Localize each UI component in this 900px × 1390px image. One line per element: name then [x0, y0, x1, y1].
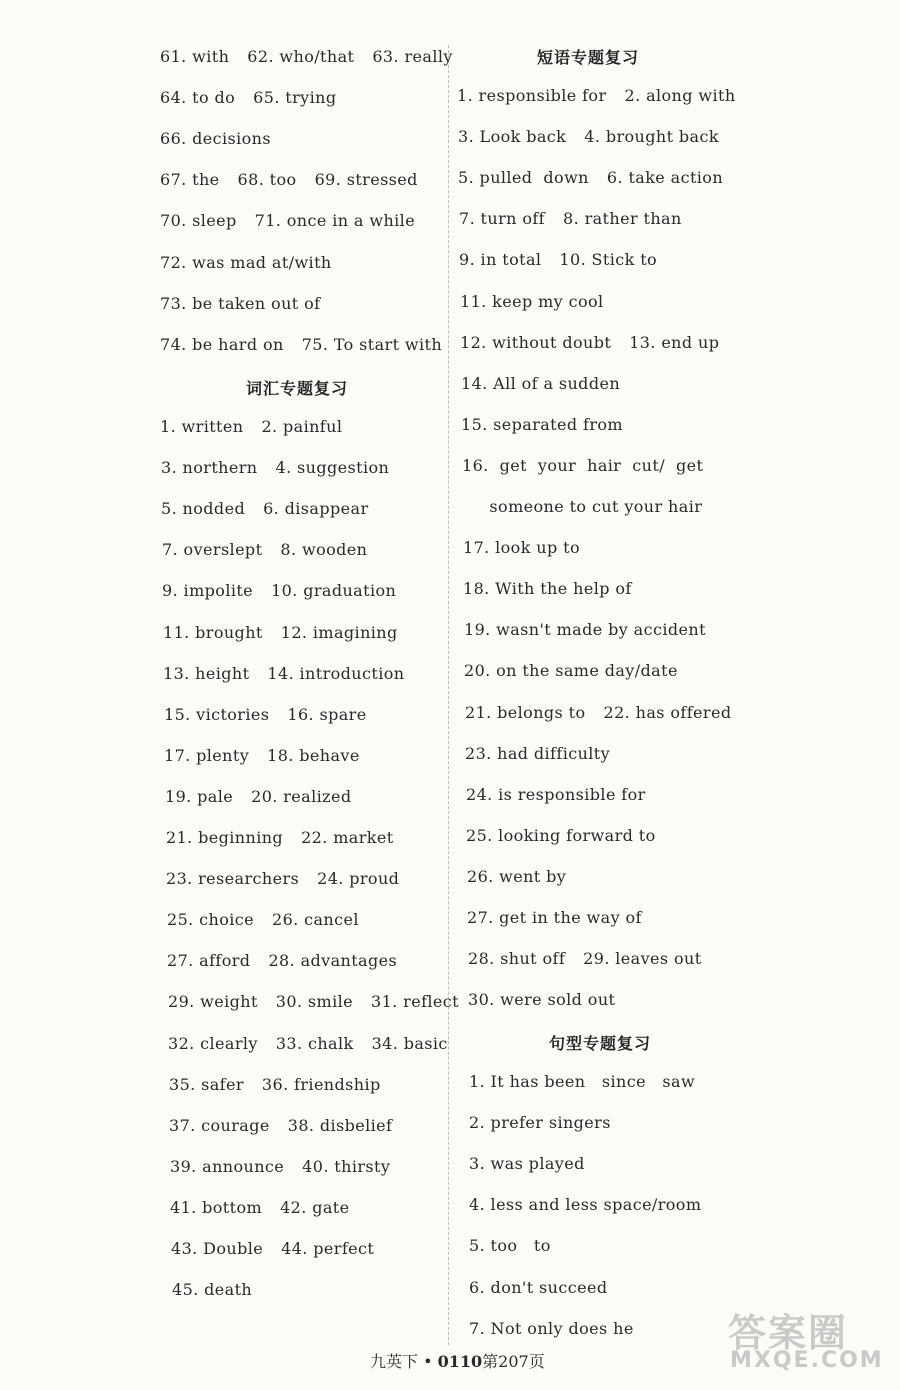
footer-prefix: 九英下 • [370, 1352, 438, 1371]
answer-line [465, 744, 628, 763]
answer-line [467, 867, 584, 886]
answer-item: 69. stressed [314, 170, 418, 190]
answer-item: 24. is responsible for [466, 784, 646, 804]
answer-item: 45. death [172, 1280, 253, 1300]
answer-line [463, 538, 598, 557]
answer-line [166, 869, 417, 888]
answer-line [463, 579, 650, 598]
answer-item: 23. had difficulty [465, 743, 611, 763]
answer-item: 73. be taken out of [160, 293, 321, 313]
answer-line [168, 1034, 466, 1053]
section-heading: 句型专题复习 [549, 1034, 652, 1053]
answer-item: 13. height [163, 663, 250, 683]
answer-line [457, 86, 754, 105]
answer-item: 21. belongs to [465, 702, 586, 722]
answer-item: 62. who/that [247, 47, 355, 66]
answer-item: 11. keep my cool [460, 291, 604, 311]
answer-item: 14. All of a sudden [461, 373, 621, 393]
answer-line [469, 1113, 629, 1132]
answer-line [167, 951, 415, 970]
answer-item: 72. was mad at/with [160, 252, 332, 272]
answer-item: 39. announce [170, 1156, 285, 1176]
answer-line [160, 47, 471, 66]
answer-line [458, 168, 741, 187]
answer-line [169, 1116, 410, 1135]
answer-item: 16. spare [287, 704, 367, 724]
answer-item: 20. realized [251, 786, 352, 806]
watermark-url: MXQE.COM [730, 1348, 884, 1373]
answer-line [168, 992, 477, 1011]
answer-line [162, 581, 414, 600]
watermark-text: 答案圈 [728, 1311, 849, 1355]
answer-item: 1. It has been since saw [469, 1072, 696, 1091]
answer-line [467, 908, 660, 927]
answer-line [460, 333, 737, 352]
answer-line [166, 828, 412, 847]
answer-line [171, 1239, 392, 1258]
answer-item: 41. bottom [170, 1197, 263, 1217]
answer-line [469, 1319, 652, 1338]
answer-item: 4. suggestion [275, 458, 390, 478]
answer-line [468, 990, 633, 1009]
answer-item: 6. don't succeed [469, 1277, 608, 1297]
answer-item: 22. has offered [603, 702, 732, 722]
answer-line [164, 705, 385, 724]
answer-item: 12. without doubt [460, 332, 612, 352]
answer-item: 35. safer [169, 1074, 244, 1094]
answer-item: 43. Double [171, 1239, 264, 1258]
answer-item: 6. take action [606, 168, 724, 188]
page-footer [370, 1349, 545, 1372]
answer-item: 3. was played [469, 1154, 585, 1174]
answer-item: 67. the [160, 170, 220, 190]
answer-item: 61. with [160, 47, 230, 66]
answer-item: 71. once in a while [254, 211, 416, 231]
answer-item: 5. pulled down [458, 168, 589, 188]
answer-item: 34. basic [371, 1033, 448, 1053]
answer-item: 7. overslept [162, 540, 263, 560]
section-heading: 短语专题复习 [537, 48, 640, 67]
answer-line [160, 88, 354, 107]
answer-item: 21. beginning [166, 828, 284, 847]
answer-item: 22. market [301, 828, 394, 847]
answer-item: 23. researchers [166, 869, 300, 889]
answer-item: 30. were sold out [468, 990, 616, 1010]
answer-item: 17. look up to [463, 538, 580, 558]
answer-item: 63. really [372, 47, 453, 66]
answer-line [161, 458, 407, 477]
answer-item: 24. proud [317, 869, 400, 889]
answer-item: 14. introduction [267, 663, 405, 683]
answer-item: 31. reflect [371, 992, 459, 1012]
answer-line [167, 910, 377, 929]
answer-line [469, 1195, 719, 1214]
answer-item: 29. leaves out [583, 949, 702, 969]
answer-line [165, 787, 369, 806]
answer-item: 17. plenty [164, 745, 250, 765]
answer-item: 3. northern [161, 458, 258, 478]
answer-item: 5. nodded [161, 499, 246, 519]
answer-item: 16. get your hair cut/ get [462, 455, 704, 475]
answer-item: 13. end up [629, 332, 720, 352]
answer-line [170, 1198, 368, 1217]
answer-line [172, 1280, 270, 1299]
answer-item: 2. painful [261, 417, 343, 436]
answer-line [160, 211, 433, 230]
footer-page: 第207页 [482, 1352, 545, 1371]
answer-item: 10. Stick to [559, 250, 658, 270]
answer-line [160, 170, 436, 189]
answer-item: 12. imagining [280, 622, 398, 642]
answer-line [465, 703, 749, 722]
answer-line [169, 1075, 399, 1094]
answer-item: 10. graduation [271, 581, 397, 601]
answer-line [461, 415, 641, 434]
answer-line [469, 1072, 713, 1091]
answer-item: 20. on the same day/date [464, 661, 678, 681]
answer-line [464, 661, 696, 680]
answer-item: 8. rather than [563, 209, 682, 229]
answer-line [162, 540, 385, 559]
answer-line [469, 1154, 603, 1173]
answer-item: 27. afford [167, 951, 251, 971]
answer-line [461, 374, 638, 393]
answer-item: 44. perfect [281, 1239, 375, 1258]
answer-line [462, 456, 721, 475]
answer-item: 74. be hard on [160, 334, 284, 354]
answer-item: 75. To start with [301, 334, 443, 354]
answer-line [161, 499, 387, 518]
answer-line [468, 949, 720, 968]
answer-item: 7. Not only does he [469, 1318, 634, 1338]
answer-item: 26. cancel [271, 910, 359, 930]
answer-item: 38. disbelief [287, 1115, 393, 1135]
footer-code: 0110 [437, 1352, 483, 1371]
answer-item: 4. less and less space/room [469, 1195, 702, 1215]
answer-item: 25. choice [167, 910, 254, 930]
answer-item: 9. in total [459, 250, 542, 270]
answer-item: 64. to do [160, 88, 236, 108]
answer-item: 18. behave [267, 745, 360, 765]
answer-line [469, 1278, 625, 1297]
answer-item: 27. get in the way of [467, 908, 642, 927]
answer-line [462, 497, 720, 516]
answer-item: 65. trying [253, 88, 337, 108]
answer-item: 28. shut off [468, 949, 566, 969]
answer-item: 40. thirsty [302, 1156, 391, 1176]
answer-item: 5. too to [469, 1236, 551, 1256]
answer-item: 19. wasn't made by accident [464, 620, 706, 640]
answer-item: 26. went by [467, 866, 567, 886]
answer-item: 15. victories [164, 704, 270, 724]
answer-item: 30. smile [275, 992, 354, 1012]
answer-line [163, 623, 416, 642]
answer-item: 11. brought [163, 622, 263, 642]
answer-item: 66. decisions [160, 129, 271, 149]
answer-line [163, 664, 422, 683]
answer-item: 28. advantages [268, 951, 398, 971]
answer-line [459, 209, 700, 228]
answer-item: 6. disappear [263, 499, 369, 519]
answer-item: 42. gate [280, 1197, 350, 1217]
answer-line [160, 253, 350, 272]
answer-item: 29. weight [168, 992, 258, 1012]
answer-item: 36. friendship [261, 1074, 381, 1094]
answer-line [160, 129, 289, 148]
section-heading: 词汇专题复习 [246, 379, 349, 398]
answer-item: 33. chalk [275, 1033, 354, 1053]
answer-item: 7. turn off [459, 209, 546, 229]
answer-item: 18. With the help of [463, 579, 632, 599]
answer-line [460, 292, 622, 311]
answer-line [466, 826, 674, 845]
answer-item: 9. impolite [162, 581, 254, 601]
answer-item: 8. wooden [280, 540, 368, 560]
answer-item: 2. prefer singers [469, 1113, 611, 1133]
answer-line [469, 1236, 569, 1255]
answer-item: 4. brought back [584, 127, 719, 147]
answer-item: someone to cut your hair [462, 497, 703, 516]
answer-line [459, 250, 675, 269]
column-divider [448, 45, 449, 1345]
answer-item: 25. looking forward to [466, 825, 656, 845]
answer-item: 37. courage [169, 1115, 270, 1135]
answer-item: 32. clearly [168, 1033, 258, 1053]
answer-item: 3. Look back [458, 127, 567, 147]
answer-item: 19. pale [165, 786, 234, 806]
answer-item: 70. sleep [160, 211, 237, 231]
answer-item: 68. too [237, 170, 297, 190]
answer-line [160, 417, 360, 436]
watermark-logo [720, 1300, 890, 1380]
answer-item: 2. along with [624, 86, 736, 105]
answer-item: 1. written [160, 417, 244, 436]
answer-line [458, 127, 737, 146]
answer-line [464, 620, 724, 639]
answer-line [164, 746, 378, 765]
answer-item: 15. separated from [461, 414, 623, 434]
answer-line [160, 294, 338, 313]
answer-line [170, 1157, 408, 1176]
answer-item: 1. responsible for [457, 86, 607, 105]
answer-line [160, 335, 460, 354]
answer-line [466, 785, 664, 804]
